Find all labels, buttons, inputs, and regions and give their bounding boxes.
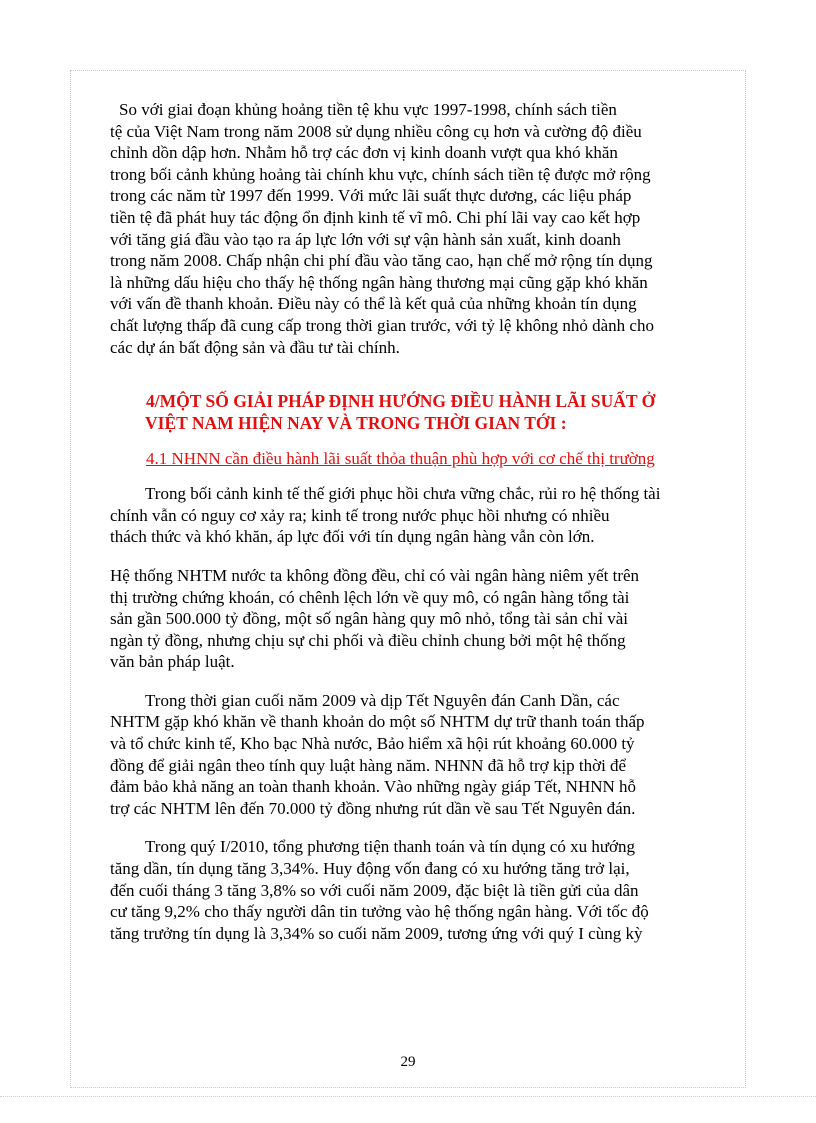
text-line: So với giai đoạn khủng hoảng tiền tệ khu vực 1997-1998, chính sách tiền bbox=[119, 100, 617, 119]
text-line: đồng để giải ngân theo tính quy luật hàng năm. NHNN đã hỗ trợ kịp thời để bbox=[110, 755, 627, 775]
text-line: Hệ thống NHTM nước ta không đồng đều, chỉ có vài ngân hàng niêm yết trên bbox=[110, 565, 640, 585]
heading-line-1: 4/MỘT SỐ GIẢI PHÁP ĐỊNH HƯỚNG ĐIỀU HÀNH LÃI SUẤT Ở bbox=[146, 391, 656, 412]
text-line: tiền tệ đã phát huy tác động ổn định kinh tế vĩ mô. Chi phí lãi vay cao kết hợp bbox=[110, 207, 641, 227]
section-heading bbox=[110, 390, 710, 434]
text-line: Trong quý I/2010, tổng phương tiện thanh toán và tín dụng có xu hướng bbox=[145, 837, 636, 857]
text-line: thách thức và khó khăn, áp lực đối với tín dụng ngân hàng vẫn còn lớn. bbox=[110, 527, 595, 547]
text-line: Trong thời gian cuối năm 2009 và dịp Tết Nguyên đán Canh Dần, các bbox=[145, 690, 620, 710]
text-line: trong các năm từ 1997 đến 1999. Với mức lãi suất thực dương, các liệu pháp bbox=[110, 186, 632, 206]
page-divider bbox=[0, 1096, 816, 1097]
paragraph-4 bbox=[110, 690, 710, 820]
page-number: 29 bbox=[400, 1054, 416, 1070]
paragraph-2 bbox=[110, 483, 710, 548]
paragraph-1 bbox=[110, 99, 710, 358]
text-line: chính vẫn có nguy cơ xảy ra; kinh tế trong nước phục hồi nhưng có nhiều bbox=[110, 505, 610, 525]
text-line: tệ của Việt Nam trong năm 2008 sử dụng nhiều công cụ hơn và cường độ điều bbox=[110, 121, 642, 141]
subsection-heading: 4.1 NHNN cần điều hành lãi suất thỏa thuận phù hợp với cơ chế thị trường bbox=[146, 449, 655, 469]
text-line: ngàn tỷ đồng, nhưng chịu sự chi phối và điều chỉnh chung bởi một hệ thống bbox=[110, 630, 626, 650]
text-line: và tổ chức kinh tế, Kho bạc Nhà nước, Bảo hiểm xã hội rút khoảng 60.000 tỷ bbox=[110, 734, 635, 754]
text-line: với vấn đề thanh khoản. Điều này có thể là kết quả của những khoản tín dụng bbox=[110, 294, 637, 314]
text-line: các dự án bất động sản và đầu tư tài chính. bbox=[110, 337, 400, 357]
text-line: NHTM gặp khó khăn về thanh khoản do một số NHTM dự trữ thanh toán thấp bbox=[110, 712, 645, 732]
text-line: trợ các NHTM lên đến 70.000 tỷ đồng nhưng rút dần về sau Tết Nguyên đán. bbox=[110, 798, 636, 818]
text-line: là những dấu hiệu cho thấy hệ thống ngân hàng thương mại cũng gặp khó khăn bbox=[110, 272, 648, 292]
text-line: chất lượng thấp đã cung cấp trong thời gian trước, với tỷ lệ không nhỏ dành cho bbox=[110, 315, 654, 335]
text-line: đến cuối tháng 3 tăng 3,8% so với cuối năm 2009, đặc biệt là tiền gửi của dân bbox=[110, 880, 639, 900]
text-line: trong năm 2008. Chấp nhận chi phí đầu vào tăng cao, hạn chế mở rộng tín dụng bbox=[110, 251, 653, 271]
paragraph-3 bbox=[110, 565, 710, 673]
text-line: văn bản pháp luật. bbox=[110, 652, 235, 672]
text-line: trong bối cảnh khủng hoảng tài chính khu vực, chính sách tiền tệ được mở rộng bbox=[110, 164, 651, 184]
text-line: sản gần 500.000 tỷ đồng, một số ngân hàng quy mô nhỏ, tổng tài sản chỉ vài bbox=[110, 609, 628, 629]
text-line: đảm bảo khả năng an toàn thanh khoản. Vào những ngày giáp Tết, NHNN hỗ bbox=[110, 777, 637, 797]
text-line: chỉnh dồn dập hơn. Nhằm hỗ trợ các đơn vị kinh doanh vượt qua khó khăn bbox=[110, 143, 618, 163]
text-line: cư tăng 9,2% cho thấy người dân tin tưởng vào hệ thống ngân hàng. Với tốc độ bbox=[110, 902, 649, 922]
heading-line-2: VIỆT NAM HIỆN NAY VÀ TRONG THỜI GIAN TỚI : bbox=[145, 413, 567, 434]
document-body bbox=[110, 99, 710, 944]
text-line: Trong bối cảnh kinh tế thế giới phục hồi chưa vững chắc, rủi ro hệ thống tài bbox=[145, 484, 661, 504]
paragraph-5 bbox=[110, 836, 710, 944]
text-line: với tăng giá đầu vào tạo ra áp lực lớn với sự vận hành sản xuất, kinh doanh bbox=[110, 229, 621, 249]
text-line: tăng trưởng tín dụng là 3,34% so cuối năm 2009, tương ứng với quý I cùng kỳ bbox=[110, 923, 643, 943]
text-line: tăng dần, tín dụng tăng 3,34%. Huy động vốn đang có xu hướng tăng trở lại, bbox=[110, 859, 630, 879]
text-line: thị trường chứng khoán, có chênh lệch lớn về quy mô, có ngân hàng tổng tài bbox=[110, 587, 630, 607]
